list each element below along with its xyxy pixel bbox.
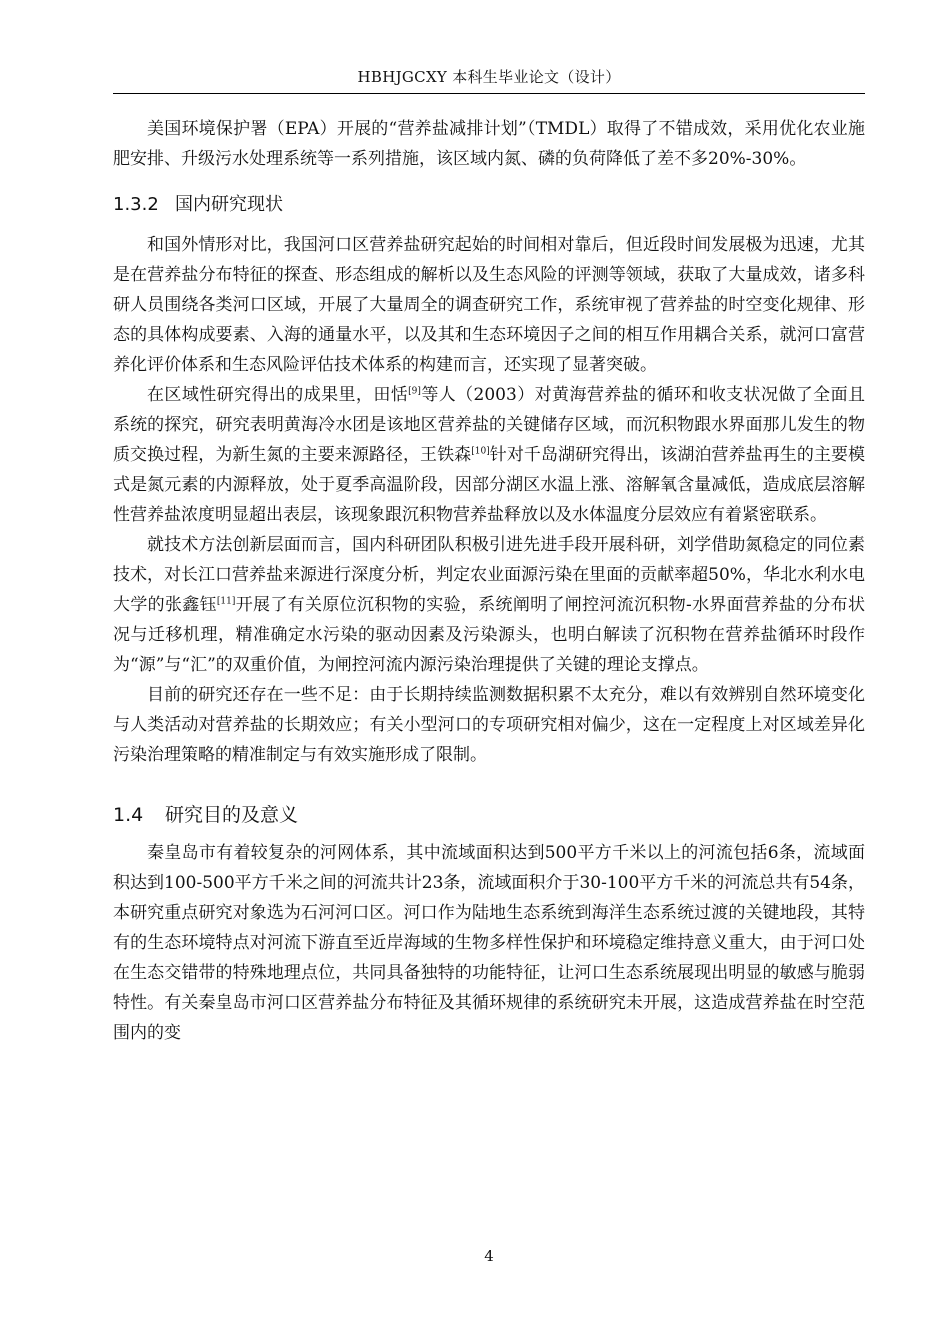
section-title-text: 国内研究现状 [175, 194, 283, 215]
paragraph-regional-research [113, 380, 865, 530]
text-segment: 等人（2003）对黄海营养盐的循环和收支状况做了全面且系统的探究，研究表明黄海冷水团是该地区营养盐的关键储存区域，而沉积物跟水界面那儿发生的物质交换过程，为新生氮的主要来源路径，王铁森 [113, 385, 866, 465]
citation-ref: [9] [408, 386, 421, 397]
text-segment: 就技术方法创新层面而言，国内科研团队积极引进先进手段开展科研，刘学借助氮稳定的同位素技术，对长江口营养盐来源进行深度分析，判定农业面源污染在里面的贡献率超50%，华北水利水电大学的张鑫钰 [113, 535, 865, 615]
text-segment: 在区域性研究得出的成果里，田恬 [147, 385, 409, 405]
section-number: 1.3.2 [113, 194, 159, 215]
page-header: HBHJGCXY 本科生毕业论文（设计） [357, 68, 621, 86]
page-body [113, 114, 865, 1048]
citation-ref: [10] [471, 446, 490, 457]
paragraph-study-purpose: 秦皇岛市有着较复杂的河网体系，其中流域面积达到500平方千米以上的河流包括6条，流域面积达到100-500平方千米之间的河流共计23条，流域面积介于30-100平方千米的河流总共有54条，本研究重点研究对象选为石河河口区。河口作为陆地生态系统到海洋生态系统过渡的关键地段，其特有的生态环境特点对河流下游直至近岸海域的生物多样性保护和环境稳定维持意义重大，由于河口处在生态交错带的特殊地理点位，共同具备独特的功能特征，让河口生态系统展现出明显的敏感与脆弱特性。有关秦皇岛市河口区营养盐分布特征及其循环规律的系统研究未开展，这造成营养盐在时空范围内的变 [113, 843, 865, 1043]
paragraph-epa-tmdl: 美国环境保护署（EPA）开展的“营养盐减排计划”（TMDL）取得了不错成效，采用优化农业施肥安排、升级污水处理系统等一系列措施，该区域内氮、磷的负荷降低了差不多20%-30%。 [113, 119, 865, 169]
citation-ref: [11] [216, 596, 236, 607]
paragraph-domestic-overview: 和国外情形对比，我国河口区营养盐研究起始的时间相对靠后，但近段时间发展极为迅速，尤其是在营养盐分布特征的探查、形态组成的解析以及生态风险的评测等领域，获取了大量成效，诸多科研人员围绕各类河口区域，开展了大量周全的调查研究工作，系统审视了营养盐的时空变化规律、形态的具体构成要素、入海的通量水平，以及其和生态环境因子之间的相互作用耦合关系，就河口富营养化评价体系和生态风险评估技术体系的构建而言，还实现了显著突破。 [113, 235, 865, 375]
section-title-text: 研究目的及意义 [165, 804, 299, 826]
section-heading-1-4 [113, 800, 865, 830]
paragraph-technical-methods [113, 530, 865, 680]
text-segment: 针对千岛湖研究得出，该湖泊营养盐再生的主要模式是氮元素的内源释放，处于夏季高温阶段，因部分湖区水温上涨、溶解氧含量减低，造成底层溶解性营养盐浓度明显超出表层，该现象跟沉积物营养盐释放以及水体温度分层效应有着紧密联系。 [113, 445, 866, 525]
section-number: 1.4 [113, 804, 144, 826]
paragraph-research-gaps: 目前的研究还存在一些不足：由于长期持续监测数据积累不太充分，难以有效辨别自然环境变化与人类活动对营养盐的长期效应；有关小型河口的专项研究相对偏少，这在一定程度上对区域差异化污染治理策略的精准制定与有效实施形成了限制。 [113, 685, 865, 765]
section-heading-1-3-2 [113, 190, 865, 220]
header-rule [113, 93, 865, 94]
text-segment: 开展了有关原位沉积物的实验，系统阐明了闸控河流沉积物-水界面营养盐的分布状况与迁移机理，精准确定水污染的驱动因素及污染源头，也明白解读了沉积物在营养盐循环时段作为“源”与“汇”的双重价值，为闸控河流内源污染治理提供了关键的理论支撑点。 [113, 595, 865, 675]
page-number: 4 [484, 1247, 494, 1265]
